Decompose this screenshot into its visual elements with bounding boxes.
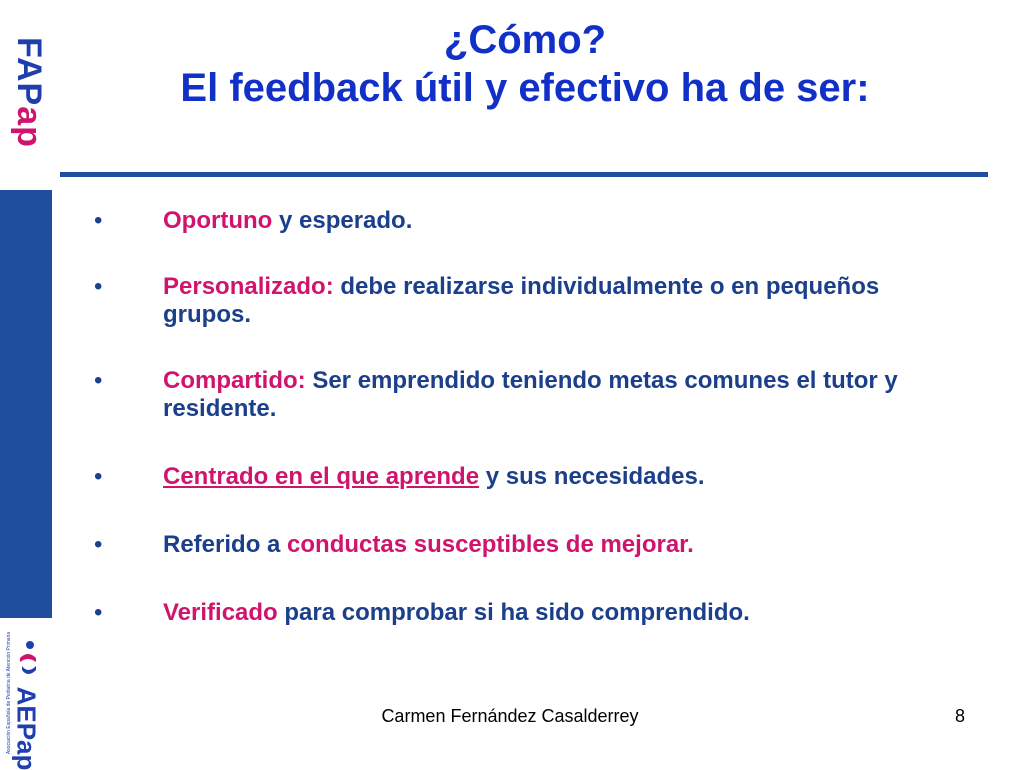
bullet-highlight: Personalizado: <box>163 273 334 300</box>
fapap-logo <box>10 28 46 156</box>
bullet-highlight: Verificado <box>163 599 278 626</box>
bullet-highlight: conductas susceptibles de mejorar. <box>287 531 694 558</box>
sidebar-band <box>0 190 52 618</box>
bullet-verificado <box>94 599 974 627</box>
bullet-marker: • <box>94 463 103 490</box>
title-divider <box>60 172 988 177</box>
aepap-logo-text: AEPap <box>11 686 42 770</box>
aepap-figure-icon <box>18 640 38 680</box>
bullet-highlight: Centrado en el que aprende <box>163 463 480 490</box>
bullet-compartido <box>94 367 923 423</box>
page-number: 8 <box>954 706 965 726</box>
bullet-marker: • <box>94 599 103 626</box>
bullet-marker: • <box>94 531 103 558</box>
bullet-marker: • <box>94 367 103 394</box>
bullet-centrado <box>94 463 974 491</box>
bullet-text: para comprobar si ha sido comprendido. <box>277 599 750 626</box>
bullet-marker: • <box>94 207 103 234</box>
bullet-highlight: Oportuno <box>163 207 273 234</box>
bullet-oportuno <box>94 207 974 235</box>
slide-title <box>60 16 990 112</box>
footer-author: Carmen Fernández Casalderrey <box>381 706 639 726</box>
fapap-logo-upper: FAP <box>9 36 48 106</box>
bullet-lead: Referido a <box>163 531 288 558</box>
bullet-referido <box>94 531 974 559</box>
bullet-marker: • <box>94 273 103 300</box>
bullet-text: y esperado. <box>272 207 413 234</box>
bullet-list <box>94 207 974 627</box>
aepap-logo <box>0 622 52 768</box>
bullet-personalizado <box>94 273 893 329</box>
title-line-2: El feedback útil y efectivo ha de ser: <box>180 66 870 110</box>
bullet-text: y sus necesidades. <box>479 463 705 490</box>
fapap-logo-lower: ap <box>9 105 48 148</box>
bullet-text: debe realizarse individualmente o en pequeños grupos. <box>163 273 880 328</box>
bullet-text: Ser emprendido teniendo metas comunes el tutor y residente. <box>163 367 898 422</box>
title-line-1: ¿Cómo? <box>443 18 607 62</box>
bullet-highlight: Compartido: <box>163 367 306 394</box>
aepap-logo-subtitle: Asociación Española de Pediatría de Atención Primaria <box>6 631 13 755</box>
